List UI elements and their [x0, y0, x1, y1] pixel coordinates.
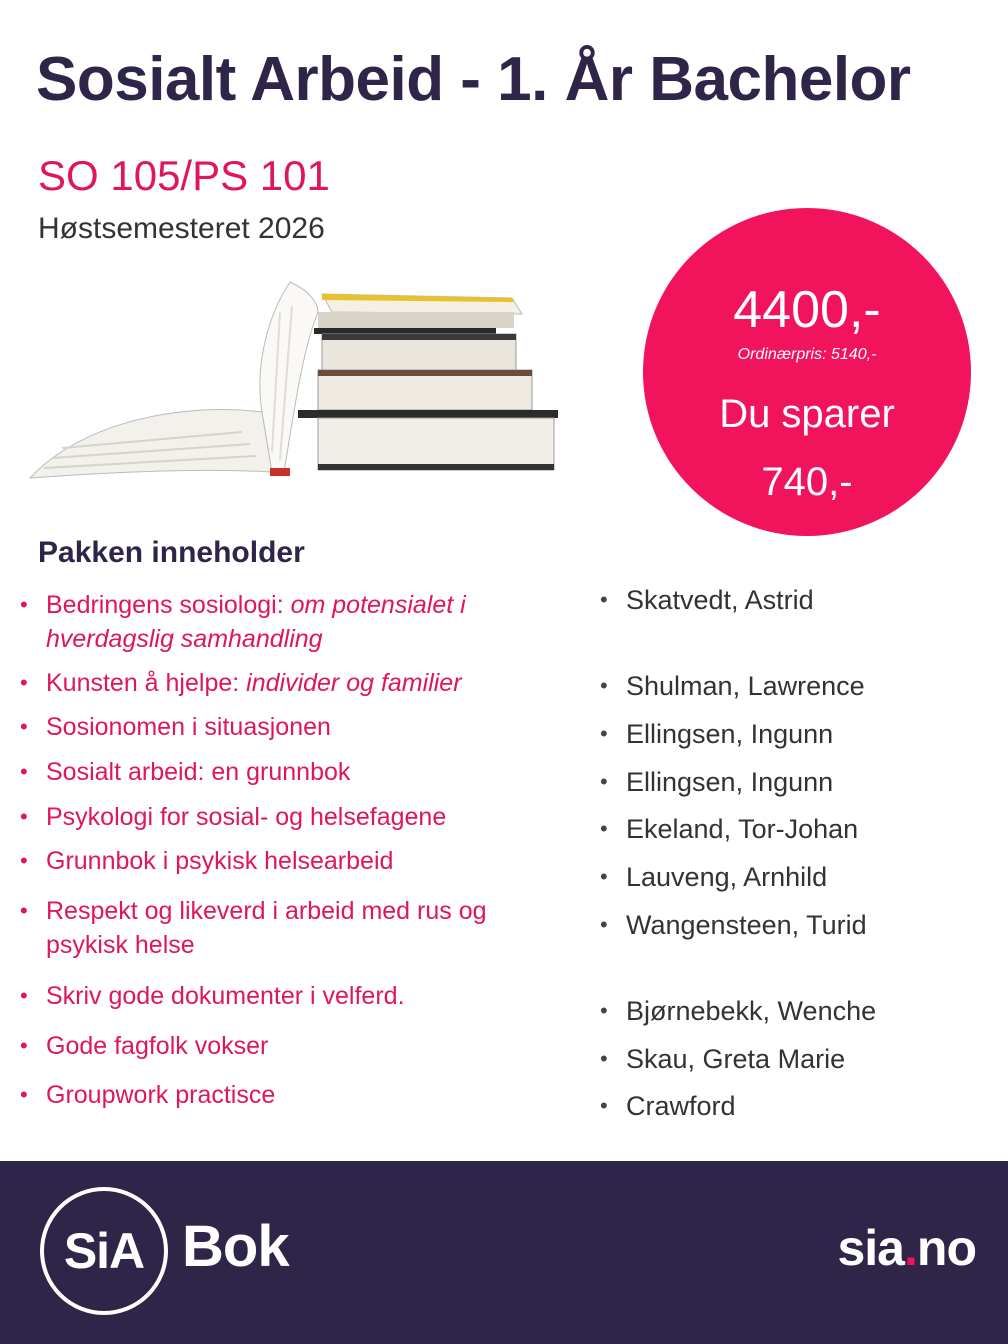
site-name: sia [837, 1220, 904, 1276]
page-title: Sosialt Arbeid - 1. År Bachelor [36, 45, 911, 114]
book-title-item [46, 979, 536, 1013]
books-illustration [22, 272, 562, 492]
author-item: • Ellingsen, Ingunn [626, 765, 966, 799]
price-badge [643, 208, 971, 536]
book-title: Sosionomen i situasjonen [46, 713, 331, 741]
author-item: • Wangensteen, Turid [626, 908, 966, 942]
book-title-item [46, 755, 536, 789]
site-dot: . [904, 1220, 917, 1276]
book-title: Respekt og likeverd i arbeid med rus og psykisk helse [46, 897, 487, 959]
book-title-item [46, 1078, 536, 1112]
book-title-item [46, 1029, 536, 1063]
book-title: Grunnbok i psykisk helsearbeid [46, 847, 394, 875]
sia-logo-word[interactable]: Bok [182, 1214, 289, 1279]
author-item: • Ekeland, Tor-Johan [626, 812, 966, 846]
book-title-item [46, 844, 536, 878]
savings-label: Du sparer [719, 392, 895, 436]
book-title: Skriv gode dokumenter i velferd. [46, 982, 405, 1010]
current-price: 4400,- [733, 281, 881, 339]
book-title-item [46, 800, 536, 834]
book-title: Sosialt arbeid: en grunnbok [46, 758, 351, 786]
book-subtitle: individer og familier [246, 669, 462, 697]
author-item: • Shulman, Lawrence [626, 669, 966, 703]
book-title: Psykologi for sosial- og helsefagene [46, 803, 447, 831]
package-heading: Pakken inneholder [38, 536, 305, 569]
author-item: • Crawford [626, 1089, 966, 1123]
author-item: • Lauveng, Arnhild [626, 860, 966, 894]
savings-value: 740,- [761, 460, 853, 504]
course-codes: SO 105/PS 101 [38, 152, 330, 199]
site-link[interactable] [837, 1219, 976, 1277]
sia-logo-mark[interactable]: SiA [40, 1187, 168, 1315]
book-subtitle: om potensialet i hverdagslig samhandling [46, 591, 466, 653]
book-title: Gode fagfolk vokser [46, 1032, 269, 1060]
author-item: • Skau, Greta Marie [626, 1042, 966, 1076]
book-title-item [46, 894, 536, 962]
footer-bar [0, 1161, 1008, 1344]
book-title: Groupwork practisce [46, 1081, 276, 1109]
author-item: • Bjørnebekk, Wenche [626, 994, 966, 1028]
book-title-item [46, 588, 536, 656]
book-title: Bedringens sosiologi: [46, 591, 291, 619]
book-title-item [46, 710, 536, 744]
book-title: Kunsten å hjelpe: [46, 669, 247, 697]
book-title-item [46, 666, 536, 700]
author-item: • Ellingsen, Ingunn [626, 717, 966, 751]
author-item: • Skatvedt, Astrid [626, 583, 966, 617]
ordinary-price: Ordinærpris: 5140,- [737, 346, 877, 363]
site-tld: no [916, 1220, 976, 1276]
semester-label: Høstsemesteret 2026 [38, 212, 325, 245]
